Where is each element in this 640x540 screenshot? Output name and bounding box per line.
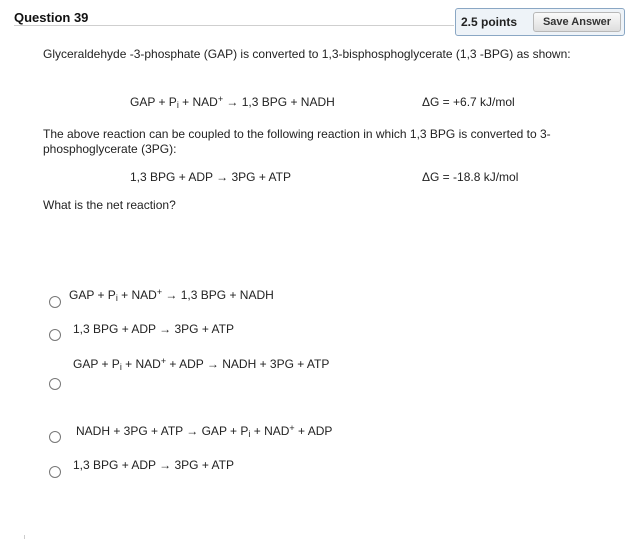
points-label: 2.5 points xyxy=(461,15,518,29)
reaction-2-delta-g: ΔG = -18.8 kJ/mol xyxy=(422,170,519,184)
option-2-label[interactable]: 1,3 BPG + ADP → 3PG + ATP xyxy=(73,322,234,336)
question-middle-text: The above reaction can be coupled to the following reaction in which 1,3 BPG is converted to 3-phosphoglycerate (3PG): xyxy=(43,127,551,156)
option-5-radio[interactable] xyxy=(49,466,61,478)
option-4-label[interactable]: NADH + 3PG + ATP → GAP + $P_i + NAD^+$ + ADP xyxy=(76,423,333,439)
reaction-1-delta-g: ΔG = +6.7 kJ/mol xyxy=(422,95,515,109)
header-divider xyxy=(14,25,454,26)
option-5-label[interactable]: 1,3 BPG + ADP → 3PG + ATP xyxy=(73,458,234,472)
save-answer-button[interactable]: Save Answer xyxy=(533,12,621,32)
option-4-radio[interactable] xyxy=(49,431,61,443)
question-intro: Glyceraldehyde -3-phosphate (GAP) is converted to 1,3-bisphosphoglycerate (1,3 -BPG) as shown: xyxy=(43,47,571,61)
option-2-radio[interactable] xyxy=(49,329,61,341)
page-edge-tick xyxy=(24,535,25,539)
option-1-radio[interactable] xyxy=(49,296,61,308)
reaction-1-equation: GAP + $P_i + NAD^+ \to 1,3$ BPG + NADH xyxy=(130,94,335,110)
reaction-2-equation: 1,3 BPG + ADP → 3PG + ATP xyxy=(130,170,291,184)
question-title: Question 39 xyxy=(14,10,89,25)
option-1-label[interactable]: GAP + $P_i + NAD^+ \to 1,3$ BPG + NADH xyxy=(69,287,274,303)
question-prompt: What is the net reaction? xyxy=(43,198,176,212)
option-3-radio[interactable] xyxy=(49,378,61,390)
points-box xyxy=(455,8,625,36)
option-3-label[interactable]: GAP + $P_i + NAD^+$ + ADP → NADH + 3PG + ATP xyxy=(73,356,330,372)
